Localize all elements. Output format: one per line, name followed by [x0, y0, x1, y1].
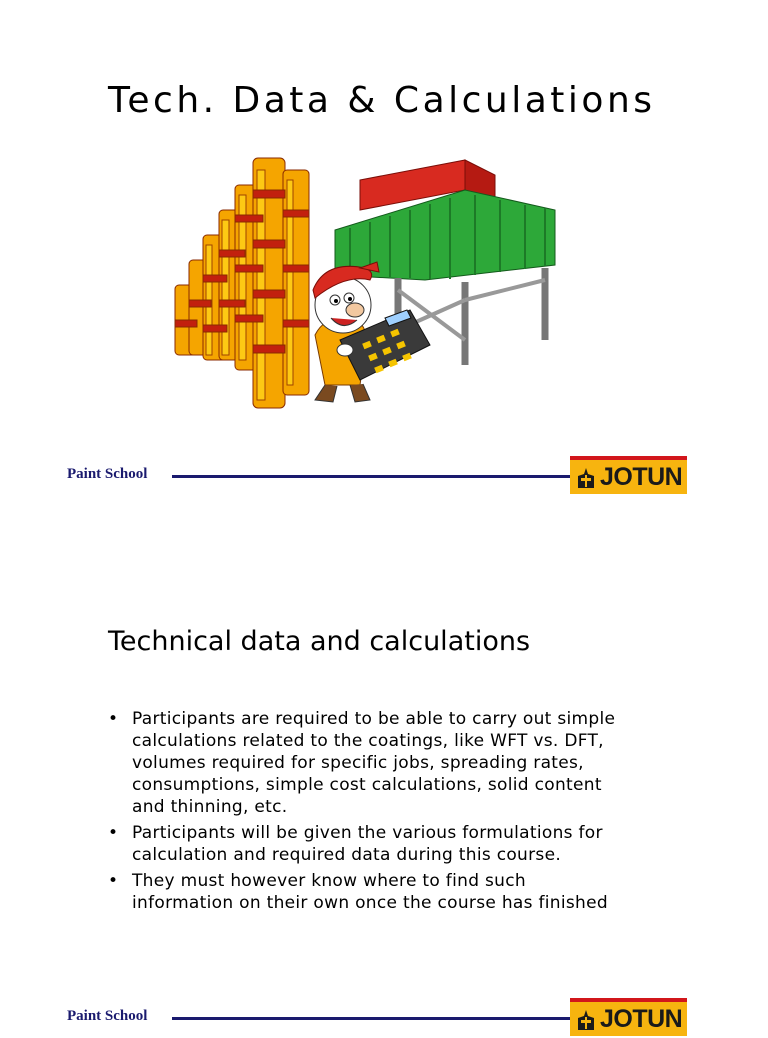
jotun-logo: [570, 456, 687, 494]
bullet-list: [108, 708, 628, 918]
logo-text: JOTUN: [600, 463, 683, 491]
logo-text: JOTUN: [600, 1005, 683, 1033]
jotun-logo: [570, 998, 687, 1036]
painter-character: [313, 262, 430, 402]
slide-title: Technical data and calculations: [108, 626, 531, 657]
bullet-item: • Participants will be given the various formulations for calculation and required data during this course.: [108, 822, 628, 866]
painter-with-calculator-illustration: [165, 150, 575, 415]
jotun-whale-icon: [574, 466, 598, 492]
bullet-item: • Participants are required to be able to carry out simple calculations related to the coatings, like WFT vs. DFT, volumes required for specific jobs, spreading rates, consumptions, simple cost calculations, solid content and thinning, etc.: [108, 708, 628, 818]
footer-label: Paint School: [67, 1008, 148, 1024]
slide-title: Tech. Data & Calculations: [108, 80, 656, 121]
footer-divider: [172, 475, 572, 478]
bullet-item: • They must however know where to find such information on their own once the course has finished: [108, 870, 628, 914]
footer-divider: [172, 1017, 572, 1020]
slide-footer: [0, 998, 768, 1038]
slide-2: [0, 512, 768, 1033]
footer-label: Paint School: [67, 466, 148, 482]
jotun-whale-icon: [574, 1008, 598, 1034]
slide-footer: [0, 456, 768, 496]
slide-1: [0, 0, 768, 512]
paint-cans-stack: [175, 158, 309, 408]
